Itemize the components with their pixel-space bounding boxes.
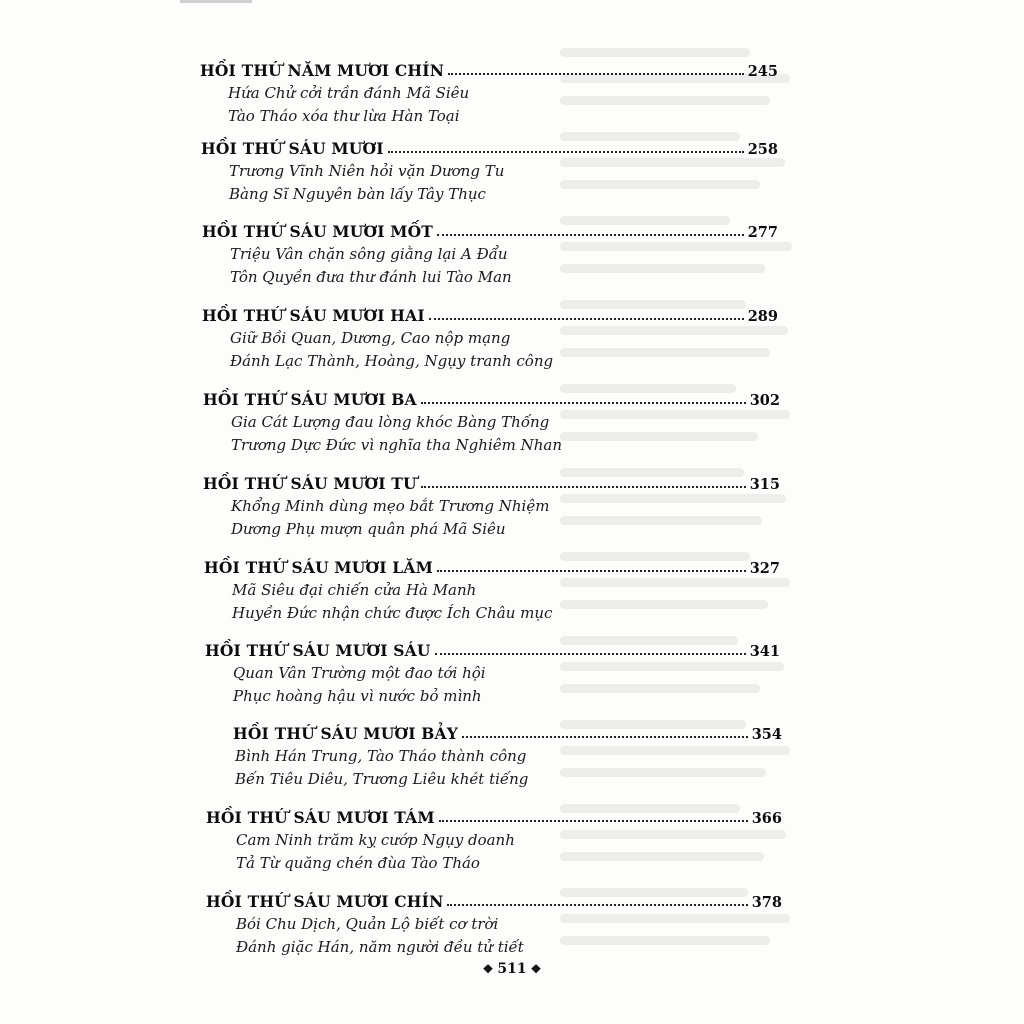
chapter-subtitle-line-1: Mã Siêu đại chiến cửa Hà Manh — [232, 581, 477, 599]
toc-entry[interactable] — [202, 219, 778, 291]
chapter-page-number: 245 — [747, 63, 778, 80]
chapter-title: HỒI THỨ NĂM MƯƠI CHÍN — [200, 61, 445, 80]
dot-leader — [462, 735, 748, 738]
page-edge-mark — [180, 0, 252, 3]
dot-leader — [388, 150, 744, 153]
ornament-right-icon: ❖ — [530, 962, 542, 976]
toc-entry[interactable] — [206, 805, 782, 877]
chapter-subtitle-line-1: Bói Chu Dịch, Quản Lộ biết cơ trời — [236, 915, 499, 933]
toc-entry[interactable] — [204, 555, 780, 627]
chapter-subtitle-line-2: Đánh Lạc Thành, Hoàng, Ngụy tranh công — [230, 352, 554, 370]
chapter-title: HỒI THỨ SÁU MƯƠI CHÍN — [206, 892, 444, 911]
chapter-subtitle-line-2: Đánh giặc Hán, năm người đều tử tiết — [236, 938, 524, 956]
dot-leader — [437, 233, 744, 236]
toc-entry[interactable] — [206, 889, 782, 961]
chapter-title: HỒI THỨ SÁU MƯƠI HAI — [202, 306, 425, 325]
dot-leader — [421, 485, 746, 488]
chapter-subtitle-line-2: Huyền Đức nhận chức được Ích Châu mục — [232, 604, 553, 622]
toc-entry[interactable] — [200, 58, 778, 130]
chapter-subtitle-line-2: Dương Phụ mượn quân phá Mã Siêu — [231, 520, 506, 538]
chapter-title: HỒI THỨ SÁU MƯƠI LĂM — [204, 558, 433, 577]
page-footer — [0, 961, 1024, 977]
chapter-title: HỒI THỨ SÁU MƯƠI BẢY — [233, 724, 459, 743]
chapter-page-number: 277 — [747, 224, 778, 241]
chapter-page-number: 315 — [749, 476, 780, 493]
chapter-subtitle-line-1: Gia Cát Lượng đau lòng khóc Bàng Thống — [231, 413, 550, 431]
chapter-page-number: 354 — [751, 726, 782, 743]
chapter-subtitle-line-1: Hứa Chử cởi trần đánh Mã Siêu — [228, 84, 470, 102]
folio-page-number: 511 — [497, 961, 527, 977]
dot-leader — [435, 652, 746, 655]
chapter-page-number: 302 — [749, 392, 780, 409]
dot-leader — [447, 903, 747, 906]
toc-entry[interactable] — [202, 303, 778, 375]
chapter-title: HỒI THỨ SÁU MƯƠI SÁU — [205, 641, 431, 660]
chapter-subtitle-line-1: Giữ Bồi Quan, Dương, Cao nộp mạng — [230, 329, 511, 347]
chapter-subtitle-line-2: Tôn Quyền đưa thư đánh lui Tào Man — [230, 268, 512, 286]
chapter-page-number: 366 — [751, 810, 782, 827]
chapter-page-number: 289 — [747, 308, 778, 325]
chapter-subtitle-line-2: Tào Tháo xóa thư lừa Hàn Toại — [228, 107, 460, 125]
chapter-subtitle-line-1: Triệu Vân chặn sông giằng lại A Đẩu — [230, 245, 508, 263]
dot-leader — [439, 819, 748, 822]
chapter-subtitle-line-2: Phục hoàng hậu vì nước bỏ mình — [233, 687, 482, 705]
chapter-page-number: 341 — [749, 643, 780, 660]
chapter-page-number: 258 — [747, 141, 778, 158]
ornament-left-icon: ❖ — [482, 962, 494, 976]
chapter-title: HỒI THỨ SÁU MƯƠI TÁM — [206, 808, 435, 827]
chapter-subtitle-line-2: Bến Tiêu Diêu, Trương Liêu khét tiếng — [235, 770, 529, 788]
toc-entry[interactable] — [233, 721, 782, 793]
dot-leader — [448, 72, 744, 75]
chapter-page-number: 327 — [749, 560, 780, 577]
chapter-subtitle-line-1: Trương Vĩnh Niên hỏi vặn Dương Tu — [229, 162, 505, 180]
toc-entry[interactable] — [201, 136, 778, 208]
chapter-page-number: 378 — [751, 894, 782, 911]
chapter-subtitle-line-1: Cam Ninh trăm kỵ cướp Ngụy doanh — [236, 831, 515, 849]
chapter-subtitle-line-1: Quan Vân Trường một đao tới hội — [233, 664, 486, 682]
chapter-title: HỒI THỨ SÁU MƯƠI TƯ — [203, 474, 417, 493]
chapter-subtitle-line-2: Trương Dực Đức vì nghĩa tha Nghiêm Nhan — [231, 436, 563, 454]
chapter-title: HỒI THỨ SÁU MƯƠI — [201, 139, 384, 158]
chapter-subtitle-line-1: Bình Hán Trung, Tào Tháo thành công — [235, 747, 527, 765]
toc-entry[interactable] — [203, 471, 780, 543]
dot-leader — [429, 317, 744, 320]
chapter-subtitle-line-2: Bàng Sĩ Nguyên bàn lấy Tây Thục — [229, 185, 486, 203]
chapter-title: HỒI THỨ SÁU MƯƠI MỐT — [202, 222, 434, 241]
toc-entry[interactable] — [205, 638, 780, 710]
dot-leader — [437, 569, 746, 572]
chapter-subtitle-line-1: Khổng Minh dùng mẹo bắt Trương Nhiệm — [231, 497, 550, 515]
chapter-subtitle-line-2: Tả Từ quăng chén đùa Tào Tháo — [236, 854, 480, 872]
chapter-title: HỒI THỨ SÁU MƯƠI BA — [203, 390, 417, 409]
toc-entry[interactable] — [203, 387, 780, 459]
dot-leader — [421, 401, 746, 404]
